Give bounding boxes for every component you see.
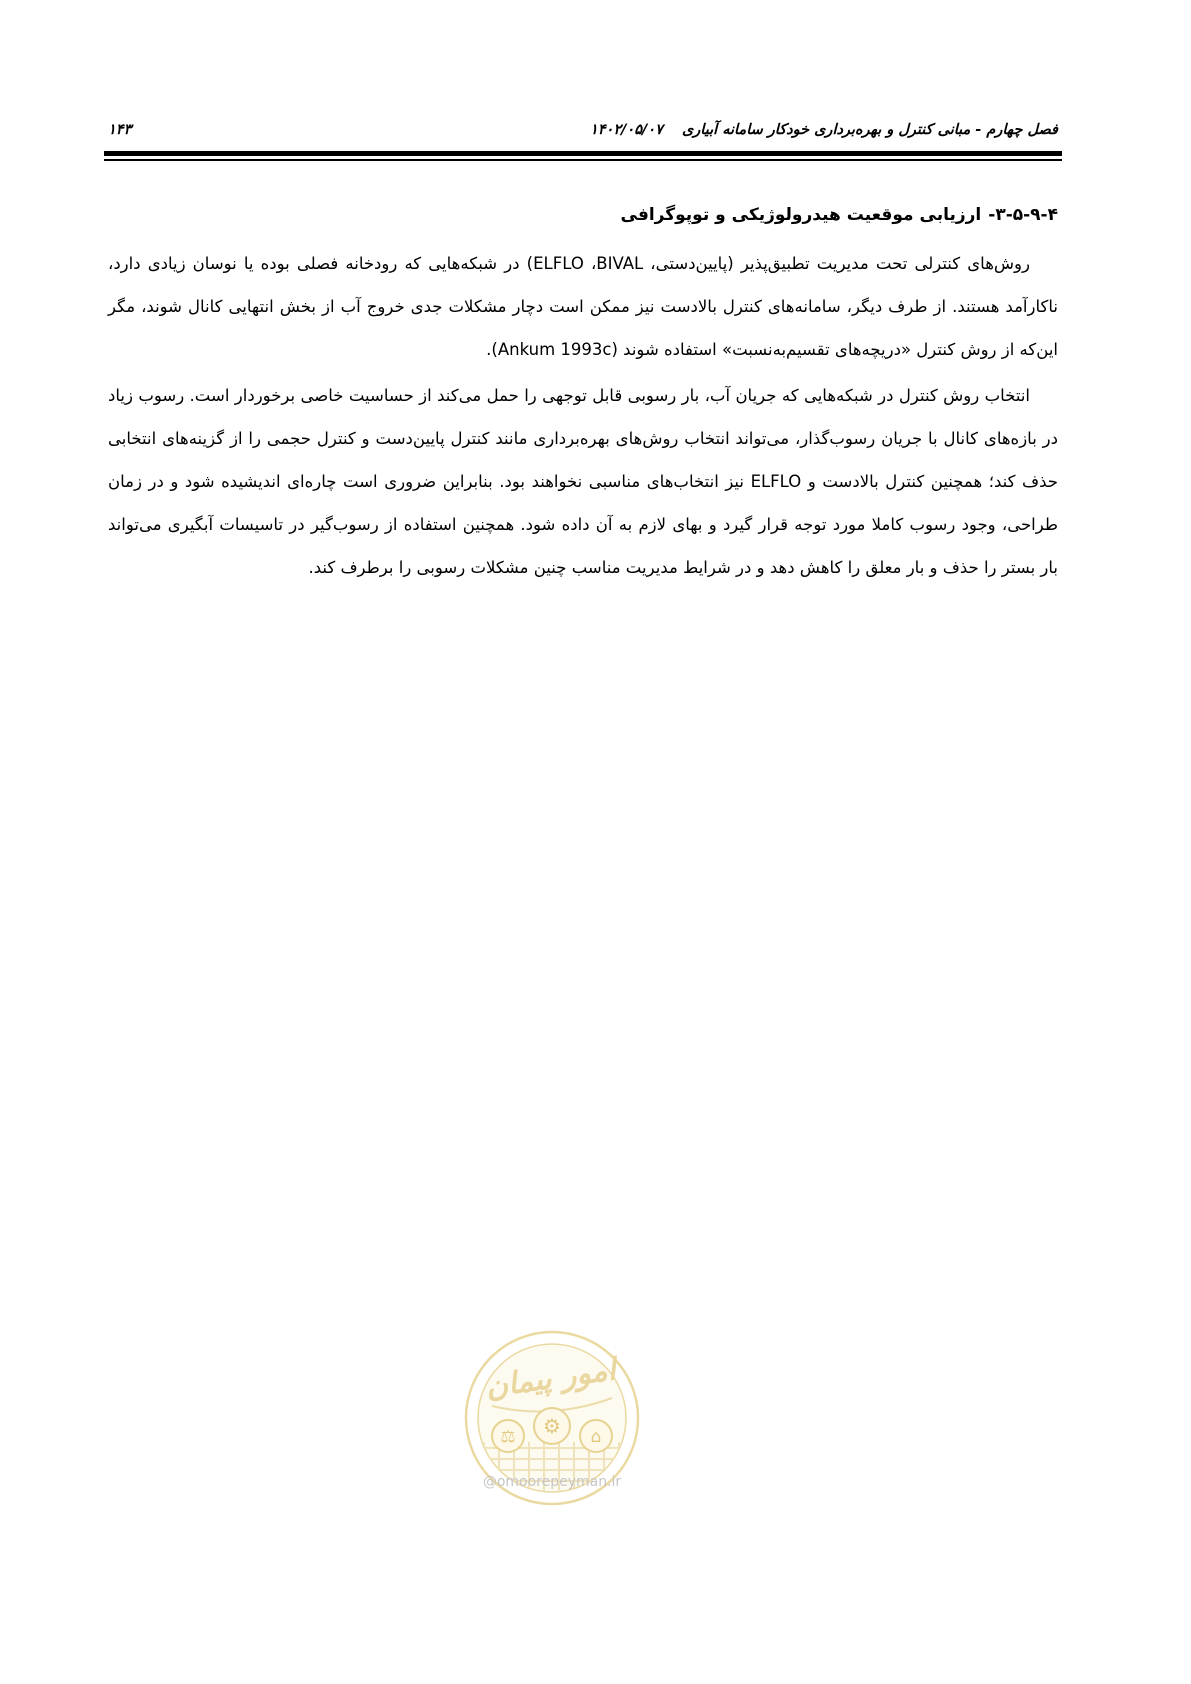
logo-lettering: امور پیمان [483,1352,618,1406]
section-title: ارزیابی موقعیت هیدرولوژیکی و توپوگرافی [620,205,982,225]
header-title-group [590,122,1058,138]
chapter-title: فصل چهارم - مبانی کنترل و بهره‌برداری خودکار سامانه آبیاری [681,122,1058,138]
section-number: ۴-۹-۵-۳- [988,205,1058,225]
paragraph: روش‌های کنترلی تحت مدیریت تطبیق‌پذیر (پایین‌دستی، BIVAL‏، ELFLO) در شبکه‌هایی که رودخانه فصلی بوده یا نوسان زیادی دارد، ناکارآمد هستند. از طرف دیگر، سامانه‌های کنترل بالادست نیز ممکن است دچار مشکلات جدی خروج آب از بخش انتهایی کانال شوند، مگر این‌که از روش کنترل «دریچه‌های تقسیم‌به‌نسبت» استفاده شوند (Ankum 1993c). [108,254,1058,359]
paragraph: انتخاب روش کنترل در شبکه‌هایی که جریان آب، بار رسوبی قابل توجهی را حمل می‌کند از حساسیت خاصی برخوردار است. رسوب زیاد در بازه‌های کانال با جریان رسوب‌گذار، می‌تواند انتخاب روش‌های بهره‌برداری مانند کنترل پایین‌دست و کنترل حجمی را از گزینه‌های انتخابی حذف کند؛ همچنین کنترل بالادست و ELFLO نیز انتخاب‌های مناسبی نخواهند بود. بنابراین ضروری است چاره‌ای اندیشیده شود و در زمان طراحی، وجود رسوب کاملا مورد توجه قرار گیرد و بهای لازم به آن داده شود. همچنین استفاده از رسوب‌گیر در تاسیسات آبگیری می‌تواند بار بستر را حذف و بار معلق را کاهش دهد و در شرایط مدیریت مناسب چنین مشکلات رسوبی را برطرف کند. [108,386,1058,577]
scales-icon: ⚖ [500,1427,516,1447]
watermark-caption: @omoorepeyman.ir [482,1474,622,1490]
body-text [108,242,1058,589]
header-rule-thick [104,151,1062,156]
running-header [108,116,1058,144]
house-icon: ⌂ [590,1427,602,1447]
section-heading [108,200,1058,230]
header-date: ۱۴۰۲/۰۵/۰۷ [589,122,663,138]
gear-icon: ⚙ [543,1414,561,1438]
page-number: ۱۴۳ [108,122,132,138]
header-rule-thin [104,159,1062,161]
